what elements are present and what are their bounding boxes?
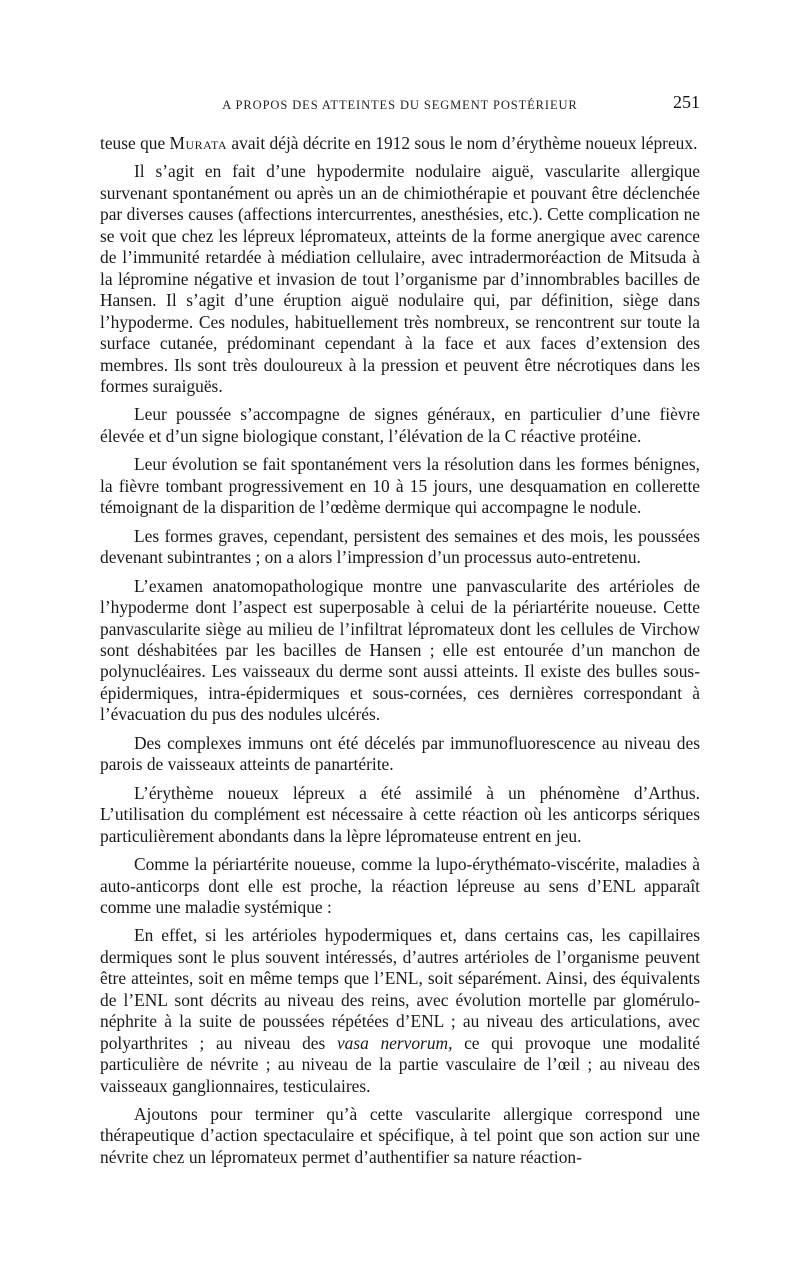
page-number: 251 (673, 92, 700, 112)
paragraph-1-pre: teuse que (100, 133, 170, 153)
paragraph-9: Comme la périartérite noueuse, comme la lupo-érythémato-viscérite, maladies à auto-anticorps dont elle est proche, la réaction lépreuse au sens d’ENL apparaît comme une maladie systémique : (100, 854, 700, 917)
page-header (100, 92, 700, 116)
paragraph-4: Leur évolution se fait spontanément vers la résolution dans les formes bénignes, la fièvre tombant progressivement en 10 à 15 jours, une desquamation en collerette témoignant de la disparition de l’œdème dermique qui accompagne le nodule. (100, 454, 700, 518)
author-name: Murata (169, 133, 228, 153)
italic-term: vasa nervorum, (336, 1032, 453, 1053)
paragraph-10 (100, 925, 700, 1097)
paragraph-10-pre: En effet, si les artérioles hypodermiques et, dans certains cas, les capillaires dermiques sont le plus souvent intéressés, d’autres artérioles de l’organisme peuvent être atteintes, soit en même temps que l’ENL, soit séparément. Ainsi, des équivalents de l’ENL sont décrits au niveau des reins, avec évolution mortelle par glomérulo-néphrite à la suite de poussées répétées d’ENL ; au niveau des articulations, avec polyarthrites ; au niveau des (100, 925, 700, 1053)
paragraph-1 (100, 133, 700, 154)
body-text (100, 133, 700, 1175)
paragraph-7: Des complexes immuns ont été décelés par immunofluorescence au niveau des parois de vaisseaux atteints de panartérite. (100, 732, 700, 775)
paragraph-1-post: avait déjà décrite en 1912 sous le nom d’érythème noueux lépreux. (227, 133, 698, 153)
paragraph-11: Ajoutons pour terminer qu’à cette vascularite allergique correspond une thérapeutique d’action spectaculaire et spécifique, à tel point que son action sur une névrite chez un lépromateux permet d’authentifier sa nature réaction- (100, 1104, 700, 1167)
paragraph-2: Il s’agit en fait d’une hypodermite nodulaire aiguë, vascularite allergique survenant spontanément ou après un an de chimiothérapie et pouvant être déclenchée par diverses causes (affections intercurrentes, anesthésies, etc.). Cette complication ne se voit que chez les lépreux lépromateux, atteints de la forme anergique avec carence de l’immunité retardée à médiation cellulaire, avec intradermoréaction de Mitsuda à la lépromine négative et invasion de tout l’organisme par d’innombrables bacilles de Hansen. Il s’agit d’une éruption aiguë nodulaire qui, par définition, siège dans l’hypoderme. Ces nodules, habituellement très nombreux, se rencontrent sur toute la surface cutanée, prédominant cependant à la face et aux faces d’extension des membres. Ils sont très douloureux à la pression et peuvent être nécrotiques dans les formes suraiguës. (100, 161, 700, 396)
paragraph-10-post: ce qui provoque une modalité particulière de névrite ; au niveau de la partie vasculaire de l’œil ; au niveau des vaisseaux ganglionnaires, testiculaires. (100, 1032, 700, 1096)
paragraph-5: Les formes graves, cependant, persistent des semaines et des mois, les poussées devenant subintrantes ; on a alors l’impression d’un processus auto-entretenu. (100, 525, 700, 568)
paragraph-3: Leur poussée s’accompagne de signes généraux, en particulier d’une fièvre élevée et d’un signe biologique constant, l’élévation de la C réactive protéine. (100, 404, 700, 446)
running-head: A PROPOS DES ATTEINTES DU SEGMENT POSTÉRIEUR (222, 98, 578, 112)
paragraph-8: L’érythème noueux lépreux a été assimilé à un phénomène d’Arthus. L’utilisation du complément est nécessaire à cette réaction où les anticorps sériques particulièrement abondants dans la lèpre lépromateuse entrent en jeu. (100, 782, 700, 846)
paragraph-6: L’examen anatomopathologique montre une panvascularite des artérioles de l’hypoderme dont l’aspect est superposable à celui de la périartérite noueuse. Cette panvascularite siège au milieu de l’infiltrat lépromateux dont les cellules de Virchow sont déshabitées par les bacilles de Hansen ; elle est entourée d’un manchon de polynucléaires. Les vaisseaux du derme sont aussi atteints. Il existe des bulles sous-épidermiques, intra-épidermiques et sous-cornées, ces dernières correspondant à l’évacuation du pus des nodules ulcérés. (100, 575, 700, 725)
